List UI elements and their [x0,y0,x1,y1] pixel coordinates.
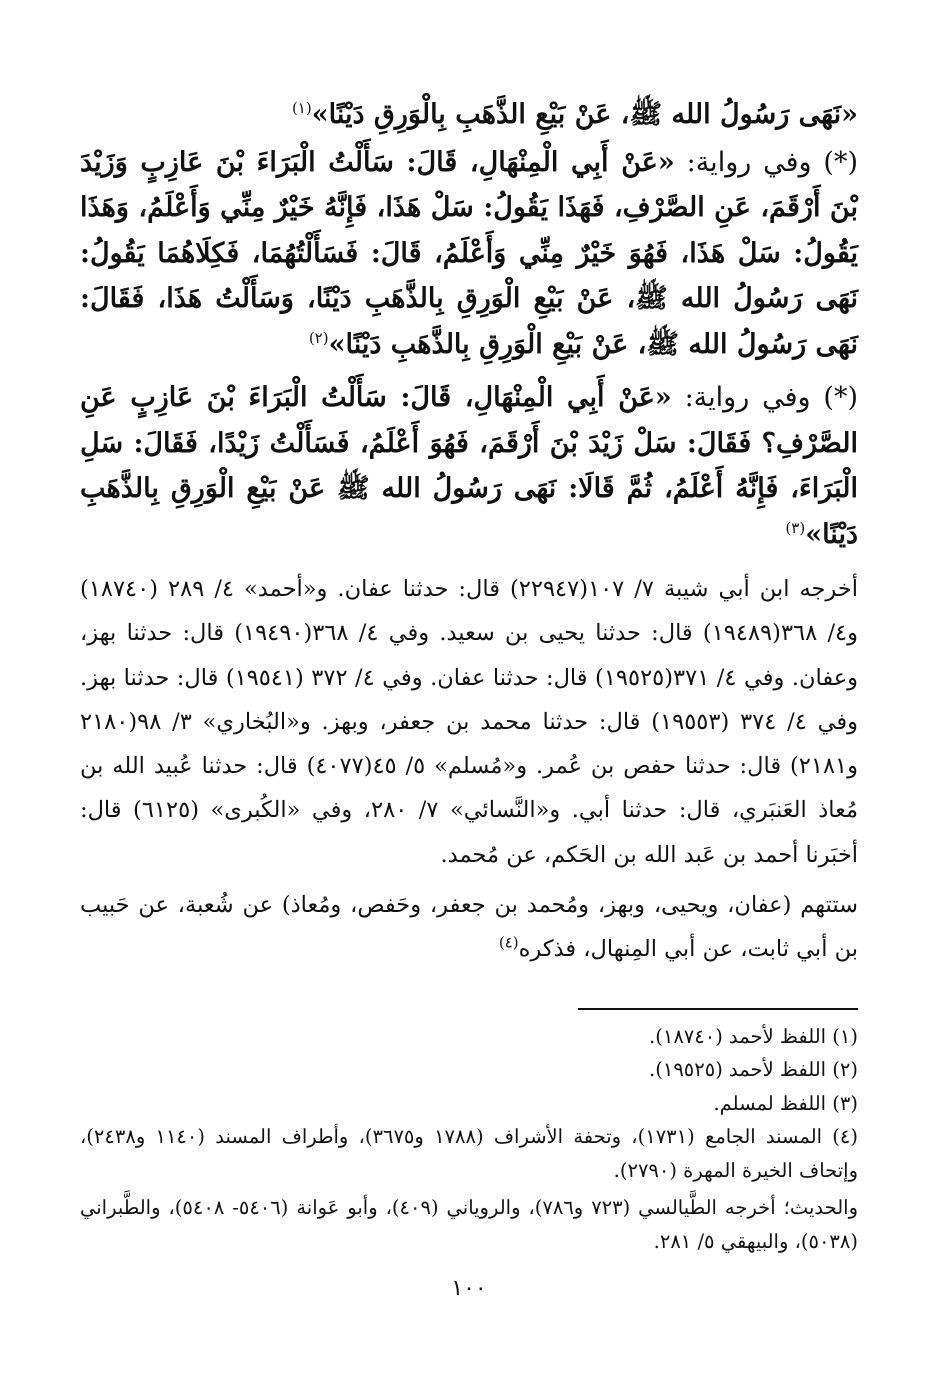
isnad-summary [80,883,858,972]
footnotes [80,1020,858,1259]
page-number: ١٠٠ [451,1276,487,1301]
isnad-summary-body: ستتهم (عفان، ويحيى، وبهز، ومُحمد بن جعفر، وحَفص، ومُعاذ) عن شُعبة، عن حَبيب بن أبي ثابت، عن أبي المِنهال، فذكره [80,892,858,963]
hadith-text-3-body: «عَنْ أَبِي الْمِنْهَالِ، قَالَ: سَأَلْتُ الْبَرَاءَ بْنَ عَازِبٍ عَنِ الصَّرْفِ؟ فَقَالَ: سَلْ زَيْدَ بْنَ أَرْقَمَ، فَهُوَ أَعْلَمُ، فَسَأَلْتُ زَيْدًا، فَقَالَ: سَلِ الْبَرَاءَ، فَإِنَّهُ أَعْلَمُ، ثُمَّ قَالَا: نَهَى رَسُولُ الله ﷺ عَنْ بَيْعِ الْوَرِقِ بِالذَّهَبِ دَيْنًا» [80,382,858,550]
footnote-separator [578,1008,858,1010]
narration-intro-2: (*) وفي رواية: [674,146,858,178]
footnote-4: (٤) المسند الجامع (١٧٣١)، وتحفة الأشراف (١٧٨٨ و٣٦٧٥)، وأطراف المسند (١١٤٠ و٢٤٣٨)، وإتحاف الخيرة المهرة (٢٧٩٠). [80,1125,859,1182]
footnote-3: (٣) اللفظ لمسلم. [713,1091,858,1115]
footnote-2: (٢) اللفظ لأحمد (١٩٥٢٥). [649,1058,858,1082]
footnote-4-continuation: والحديث؛ أخرجه الطَّيالسي (٧٢٣ و٧٨٦)، والروياني (٤٠٩)، وأبو عَوانة (٥٤٠٦- ٥٤٠٨)، والطَّبراني (٥٠٣٨)، والبيهقي ٥/ ٢٨١. [80,1196,858,1253]
hadith-narration-2 [80,140,858,368]
footnote-ref-4: (٤) [498,933,519,952]
hadith-text-2-body: «عَنْ أَبِي الْمِنْهَالِ، قَالَ: سَأَلْتُ الْبَرَاءَ بْنَ عَازِبٍ وَزَيْدَ بْنَ أَرْقَمَ، عَنِ الصَّرْفِ، فَهَذَا يَقُولُ: سَلْ هَذَا، فَإِنَّهُ خَيْرٌ مِنِّي وَأَعْلَمُ، وَهَذَا يَقُولُ: سَلْ هَذَا، فَهُوَ خَيْرٌ مِنِّي وَأَعْلَمُ، قَالَ: فَسَأَلْتُهُمَا، فَكِلَاهُمَا يَقُولُ: نَهَى رَسُولُ الله ﷺ، عَنْ بَيْعِ الْوَرِقِ بِالذَّهَبِ دَيْنًا، وَسَأَلْتُ هَذَا، فَقَالَ: نَهَى رَسُولُ الله ﷺ، عَنْ بَيْعِ الْوَرِقِ بِالذَّهَبِ دَيْنًا» [80,146,858,360]
footnote-ref-3: (٣) [785,518,806,537]
hadith-text-1 [80,92,858,138]
takhrij-paragraph: أخرجه ابن أبي شيبة ٧/ ١٠٧(٢٢٩٤٧) قال: حدثنا عفان. و«أحمد» ٤/ ٢٨٩ (١٨٧٤٠) و٤/ ٣٦٨(١٩٤٨٩) قال: حدثنا يحيى بن سعيد. وفي ٤/ ٣٦٨(١٩٤٩٠) قال: حدثنا بهز، وعفان. وفي ٤/ ٣٧١(١٩٥٢٥) قال: حدثنا عفان. وفي ٤/ ٣٧٢ (١٩٥٤١) قال: حدثنا بهز. وفي ٤/ ٣٧٤ (١٩٥٥٣) قال: حدثنا محمد بن جعفر، وبهز. و«البُخاري» ٣/ ٩٨(٢١٨٠ و٢١٨١) قال: حدثنا حفص بن عُمر. و«مُسلم» ٥/ ٤٥(٤٠٧٧) قال: حدثنا عُبيد الله بن مُعاذ العَنبَري، قال: حدثنا أبي. و«النَّسائي» ٧/ ٢٨٠، وفي «الكُبرى» (٦١٢٥) قال: أخبَرنا أحمد بن عَبد الله بن الحَكم، عن مُحمد. [80,576,859,868]
hadith-text-1-body: «نَهَى رَسُولُ الله ﷺ، عَنْ بَيْعِ الذَّهَبِ بِالْوَرِقِ دَيْنًا» [311,99,858,130]
footnote-1: (١) اللفظ لأحمد (١٨٧٤٠). [649,1024,858,1048]
footnote-ref-1: (١) [291,99,312,117]
narration-intro-3: (*) وفي رواية: [671,382,858,413]
footnote-ref-2: (٢) [308,328,329,347]
hadith-narration-3 [80,375,858,557]
